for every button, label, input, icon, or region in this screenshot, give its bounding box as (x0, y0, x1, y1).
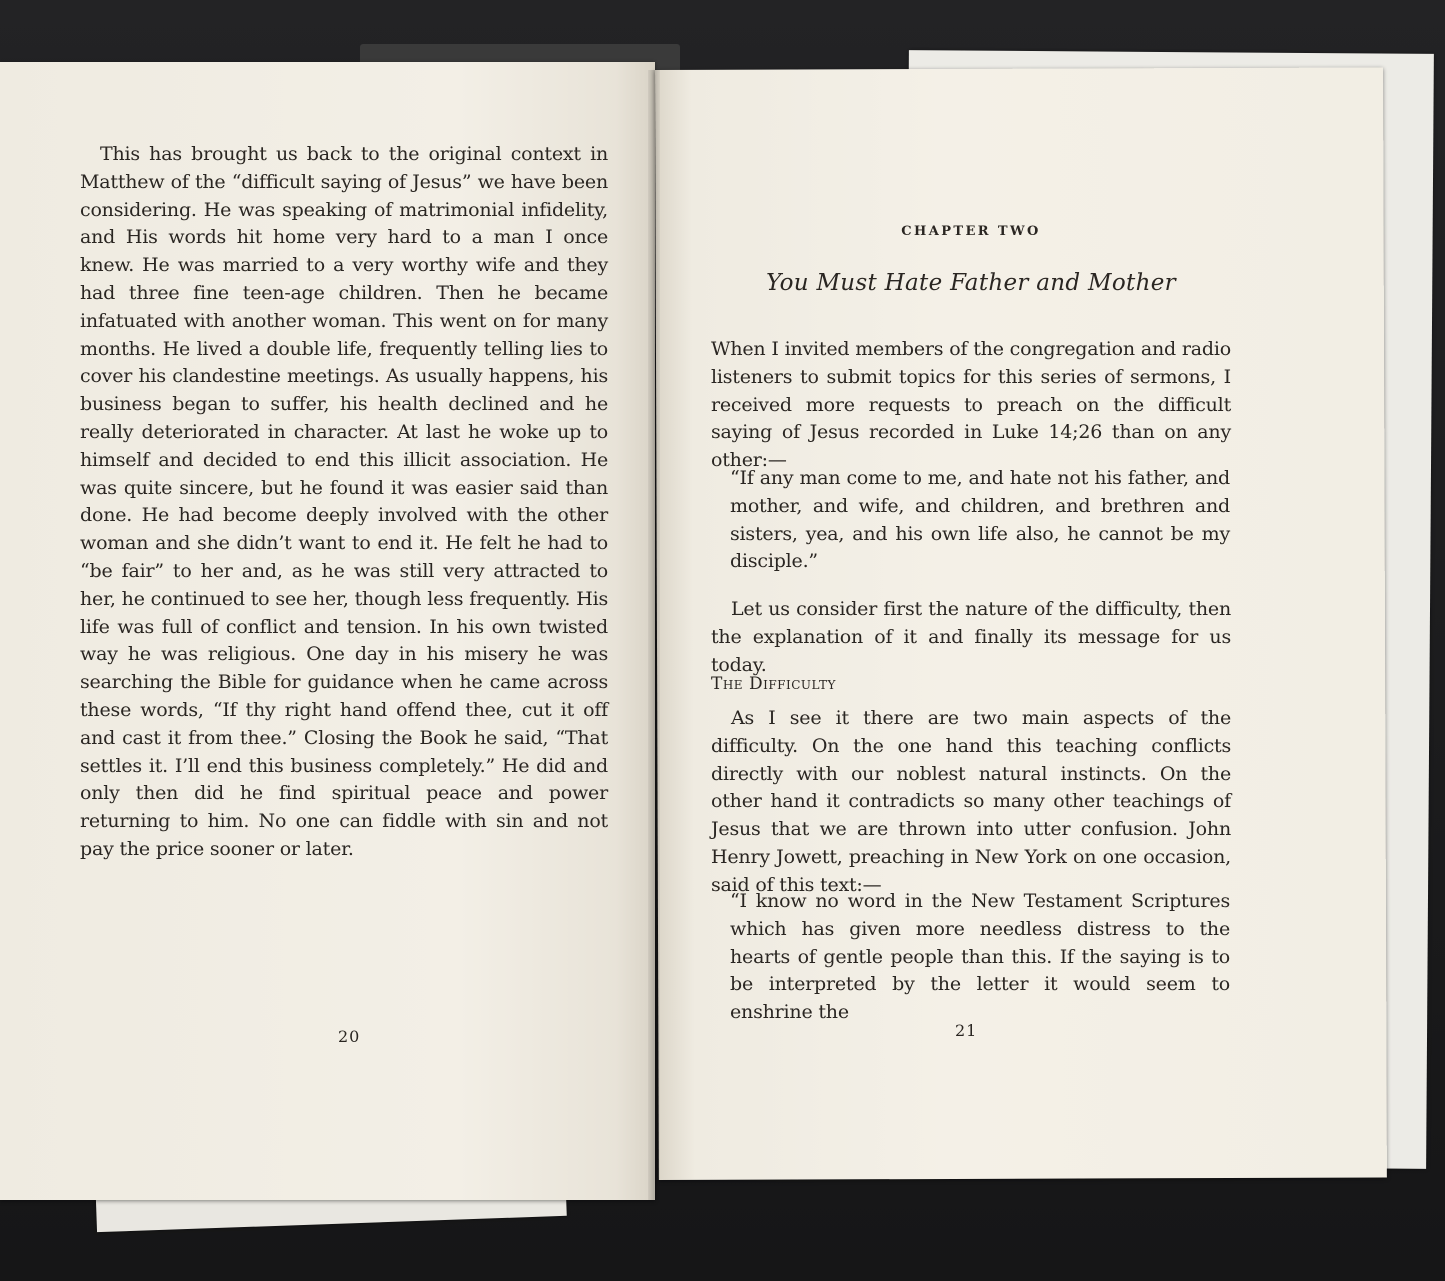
left-page-paragraph: This has brought us back to the original context in Matthew of the “difficult saying of Jesus” we have been considering. He was speaking of matrimonial infidelity, and His words hit home very hard to a man I once knew. He was married to a very worthy wife and they had three fine teen-age children. Then he became infatuated with another woman. This went on for many months. He lived a double life, frequently telling lies to cover his clandestine meetings. As usually happens, his business began to suffer, his health declined and he really deteriorated in character. At last he woke up to himself and decided to end this illicit association. He was quite sincere, but he found it was easier said than done. He had become deeply involved with the other woman and she didn’t want to end it. He felt he had to “be fair” to her and, as he was still very attracted to her, he continued to see her, though less frequently. His life was full of conflict and tension. In his own twisted way he was religious. One day in his misery he was searching the Bible for guidance when he came across these words, “If thy right hand offend thee, cut it off and cast it from thee.” Closing the Book he said, “That settles it. I’ll end this business completely.” He did and only then did he find spiritual peace and power returning to him. No one can fiddle with sin and not pay the price sooner or later. (80, 143, 608, 860)
book-gutter (648, 70, 660, 1200)
section-heading: The Difficulty (711, 674, 836, 694)
scripture-quote: “If any man come to me, and hate not his father, and mother, and wife, and children, and brethren and sisters, yea, and his own life also, he cannot be my disciple.” (730, 467, 1230, 573)
chapter-title: You Must Hate Father and Mother (766, 270, 1176, 296)
right-paragraph-3: As I see it there are two main aspects of the difficulty. On the one hand this teaching conflicts directly with our noblest natural instincts. On the other hand it contradicts so many other teachings of Jesus that we are thrown into utter confusion. John Henry Jowett, preaching in New York on one occasion, said of this text:— (711, 707, 1231, 896)
right-page-number: 21 (955, 1021, 978, 1040)
jowett-quote: “I know no word in the New Testament Scriptures which has given more needless distress to the hearts of gentle people than this. If the saying is to be interpreted by the letter it would seem to enshrine the (730, 890, 1230, 1024)
right-paragraph-1: When I invited members of the congregation and radio listeners to submit topics for this series of sermons, I received more requests to preach on the difficult saying of Jesus recorded in Luke 14;26 than on any other:— (711, 338, 1231, 472)
left-page-number: 20 (338, 1027, 361, 1046)
right-paragraph-2: Let us consider first the nature of the difficulty, then the explanation of it and finally its message for us today. (711, 598, 1231, 676)
chapter-label: CHAPTER TWO (901, 224, 1041, 239)
